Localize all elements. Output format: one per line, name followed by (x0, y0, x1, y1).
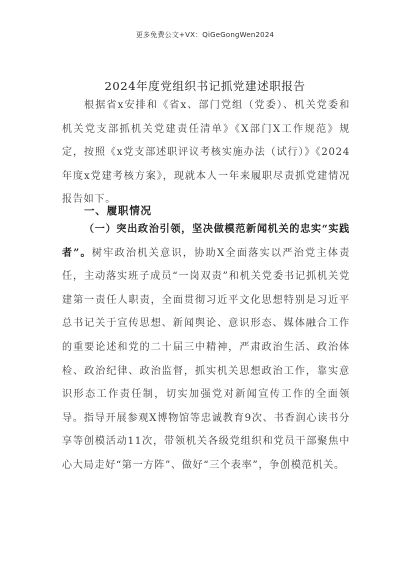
header-note: 更多免费公文+VX：QiGeGongWen2024 (135, 31, 275, 39)
intro-paragraph: 根据省x安排和《省x、部门党组（党委）、机关党委和机关党支部抓机关党建责任清单》《X部门X工作规范》规定，按照《x党支部述职评议考核实施办法（试行）》《2024年度x党建考核方案》，现就本人一年来履职尽责抓党建情况报告如下。 (62, 100, 350, 206)
subsection-text: 树牢政治机关意识，协助X全面落实以严治党主体责任，主动落实班子成员“一岗双责”和机关党委书记抓机关党建第一责任人职责，全面贯彻习近平文化思想特别是习近平总书记关于宣传思想、新闻舆论、意识形态、媒体融合工作的重要论述和党的二十届三中精神，严肃政治生活、政治体检、政治纪律、政治监督，抓实机关思想政治工作，靠实意识形态工作责任制，切实加强党对新闻宣传工作的全面领导。指导开展参观X博物馆等忠诚教育9次、书香润心读书分享等创模活动11次，带领机关各级党组织和党员干部聚焦中心大局走好“第一方阵”、做好“三个表率”，争创模范机关。 (62, 247, 350, 471)
document-title: 2024年度党组织书记抓党建述职报告 (104, 79, 306, 93)
subsection-heading: （一）突出政治引领，坚决做模范新闻机关的忠实“实践者”。 (62, 224, 350, 259)
section-heading: 一、履职情况 (84, 205, 152, 217)
subsection-paragraph (62, 218, 350, 478)
